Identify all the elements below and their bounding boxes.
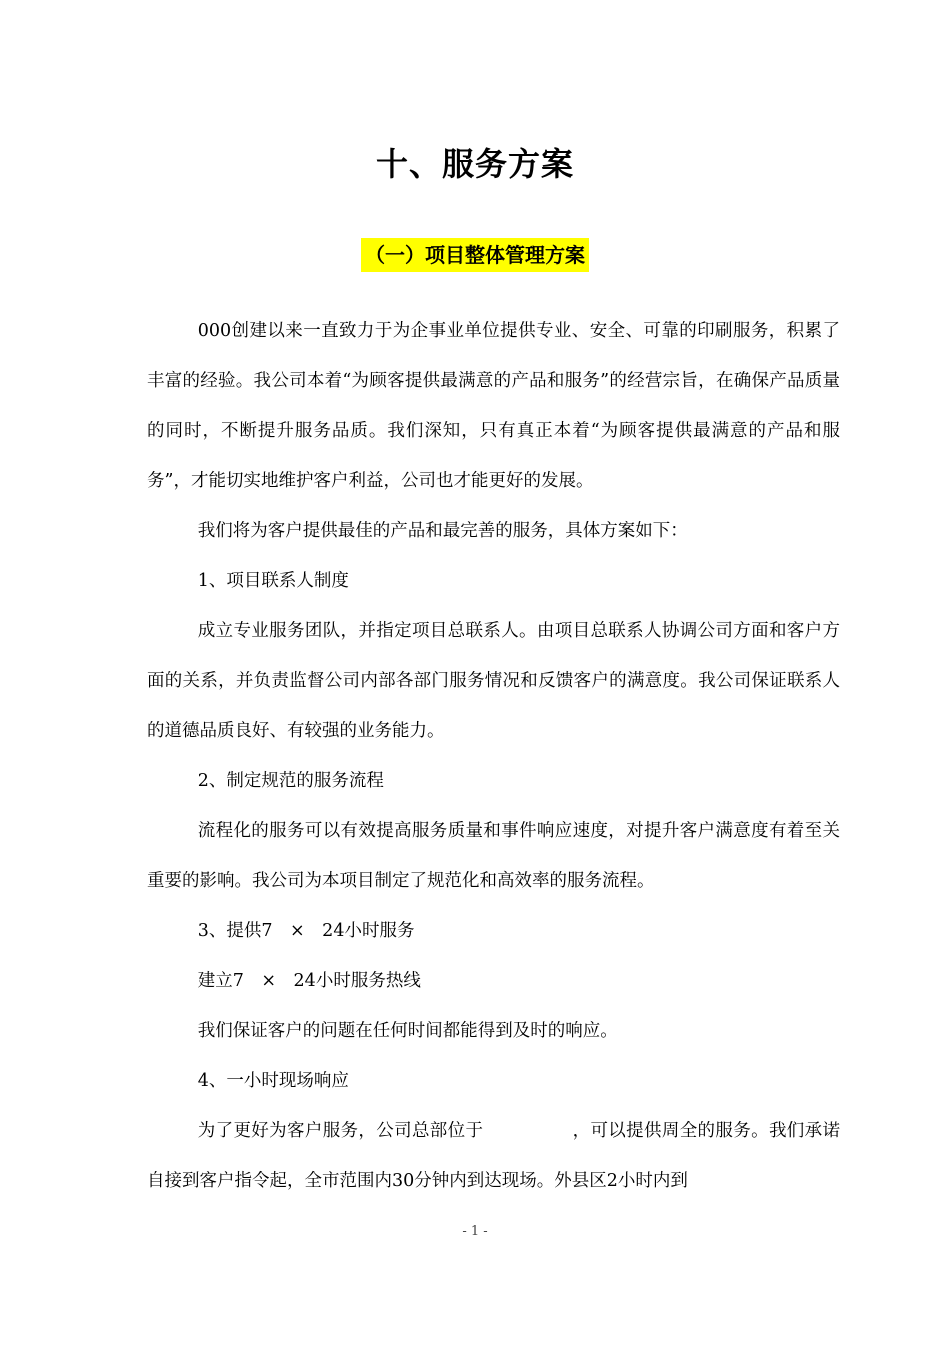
section-heading-wrapper [0, 238, 950, 272]
paragraph-onsite: 为了更好为客户服务，公司总部位于 ，可以提供周全的服务。我们承诺自接到客户指令起，全市范围内30分钟内到达现场。外县区2小时内到 [147, 1121, 840, 1191]
document-title: 十、服务方案 [375, 145, 574, 183]
page-number: - 1 - [462, 1224, 488, 1239]
document-body [147, 306, 840, 1206]
paragraph-response-guarantee: 我们保证客户的问题在任何时间都能得到及时的响应。 [197, 1021, 618, 1041]
section-heading: （一）项目整体管理方案 [361, 238, 589, 272]
item-heading-3: 3、提供7 × 24小时服务 [197, 921, 415, 941]
paragraph-plan-intro: 我们将为客户提供最佳的产品和最完善的服务，具体方案如下： [197, 521, 688, 541]
paragraph-contact: 成立专业服务团队，并指定项目总联系人。由项目总联系人协调公司方面和客户方面的关系，并负责监督公司内部各部门服务情况和反馈客户的满意度。我公司保证联系人的道德品质良好、有较强的业务能力。 [147, 621, 840, 741]
paragraph-intro: 000创建以来一直致力于为企事业单位提供专业、安全、可靠的印刷服务，积累了丰富的经验。我公司本着“为顾客提供最满意的产品和服务”的经营宗旨，在确保产品质量的同时，不断提升服务品质。我们深知，只有真正本着“为顾客提供最满意的产品和服务”，才能切实地维护客户利益，公司也才能更好的发展。 [147, 321, 840, 491]
item-heading-2: 2、制定规范的服务流程 [197, 771, 384, 791]
paragraph-process: 流程化的服务可以有效提高服务质量和事件响应速度，对提升客户满意度有着至关重要的影响。我公司为本项目制定了规范化和高效率的服务流程。 [147, 821, 840, 891]
paragraph-hotline: 建立7 × 24小时服务热线 [197, 971, 421, 991]
item-heading-4: 4、一小时现场响应 [197, 1071, 349, 1091]
item-heading-1: 1、项目联系人制度 [197, 571, 349, 591]
